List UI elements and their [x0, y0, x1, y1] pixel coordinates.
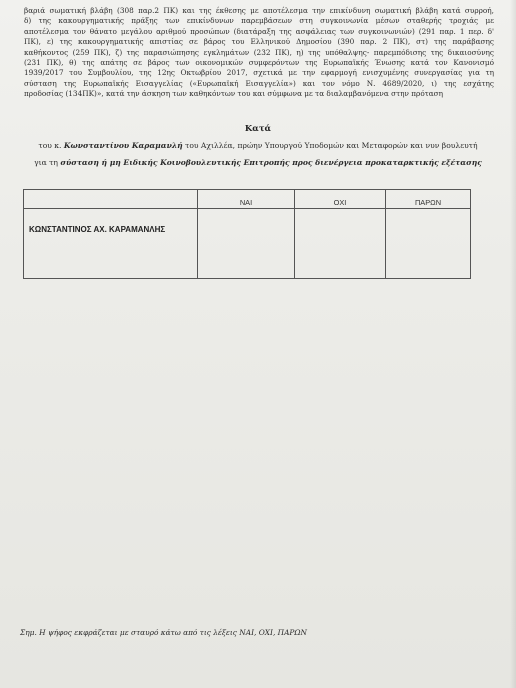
- paragraph-line: (231 ΠΚ), θ) της απάτης σε βάρος των οικονομικών συμφερόντων της Ευρωπαϊκής Ένωσης κατά τον Κανονισμό: [24, 58, 494, 68]
- subject-suffix: του Αχιλλέα, πρώην Υπουργού Υποδομών και Μεταφορών και νυν βουλευτή: [182, 141, 478, 150]
- preamble-paragraph: [24, 6, 494, 100]
- paragraph-line: βαριά σωματική βλάβη (308 παρ.2 ΠΚ) και της έκθεσης με αποτέλεσμα την επικίνδυνη σωματική βλάβη κατά συρροή,: [24, 6, 494, 15]
- vote-cell-present[interactable]: [386, 209, 471, 279]
- column-header-no: ΟΧΙ: [295, 190, 386, 209]
- paragraph-line: 1939/2017 του Συμβουλίου, της 12ης Οκτωβρίου 2017, σχετικά με την εφαρμογή ενισχυμένης συνεργασίας για τη: [24, 68, 494, 78]
- heading-against: Κατά: [244, 124, 272, 134]
- paragraph-line: σύσταση της Ευρωπαϊκής Εισαγγελίας («Ευρωπαϊκή Εισαγγελία») και τον νόμο Ν. 4689/2020, ι) της εσχάτης: [24, 78, 494, 88]
- paragraph-line: ΠΚ), ε) της κακουργηματικής απιστίας σε βάρος του Ελληνικού Δημοσίου (390 παρ. 2 ΠΚ), στ) της παράβασης: [24, 37, 494, 47]
- paragraph-line: προδοσίας (134ΠΚ)», κατά την άσκηση των καθηκόντων του και σύμφωνα με τα διαλαμβανόμενα στην πρόταση: [24, 89, 444, 99]
- paragraph-line: καθήκοντος (259 ΠΚ), ζ) της παρασιώπησης εγκλημάτων (232 ΠΚ), η) της υπόθαλψης- παρεμπόδισης της δικαιοσύνης: [24, 47, 494, 57]
- person-name-cell: ΚΩΝΣΤΑΝΤΙΝΟΣ ΑΧ. ΚΑΡΑΜΑΝΛΗΣ: [24, 209, 198, 279]
- voting-note: Σημ. Η ψήφος εκφράζεται με σταυρό κάτω από τις λέξεις ΝΑΙ, ΟΧΙ, ΠΑΡΩΝ: [20, 628, 307, 637]
- vote-cell-no[interactable]: [295, 209, 386, 279]
- vote-header-row: [24, 190, 471, 209]
- column-header-present: ΠΑΡΩΝ: [386, 190, 471, 209]
- purpose-prefix: για τη: [34, 158, 61, 167]
- vote-row: [24, 209, 471, 279]
- paragraph-line: δ) της κακουργηματικής πράξης των επικίνδυνων παρεμβάσεων στη συγκοινωνία μέσων σταθερής τροχιάς με: [24, 16, 494, 26]
- purpose-line: [0, 158, 516, 167]
- purpose-text: σύσταση ή μη Ειδικής Κοινοβουλευτικής Επιτροπής προς διενέργεια προκαταρκτικής εξέτασης: [60, 158, 482, 167]
- paragraph-line: αποτέλεσμα τον θάνατο μεγάλου αριθμού προσώπων (διατάραξη της ασφάλειας των συγκοινωνιών) (291 παρ. 1 περ. δ': [24, 26, 494, 36]
- subject-name: Κωνσταντίνου Καραμανλή: [63, 141, 183, 150]
- subject-line: [0, 141, 516, 150]
- blank-header-cell: [24, 190, 198, 209]
- column-header-yes: ΝΑΙ: [198, 190, 295, 209]
- vote-table: [23, 189, 471, 279]
- vote-cell-yes[interactable]: [198, 209, 295, 279]
- subject-prefix: του κ.: [38, 141, 64, 150]
